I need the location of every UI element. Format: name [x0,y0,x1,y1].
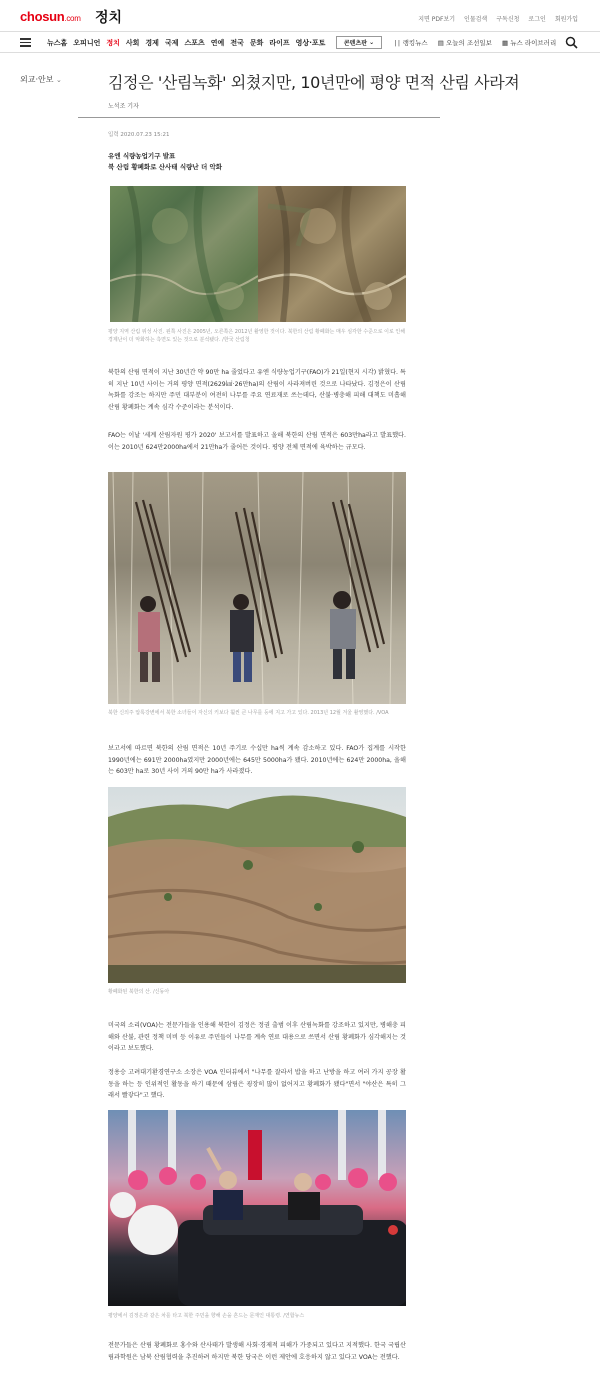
side-category[interactable] [20,74,62,85]
nav-item-video-photo[interactable]: 영상·포토 [295,39,326,47]
site-logo[interactable] [20,9,81,24]
nav-items [47,38,325,48]
article-headline: 김정은 '산림녹화' 외쳤지만, 10년만에 평양 면적 산림 사라져 [108,73,520,92]
search-icon[interactable] [565,36,578,49]
login-link[interactable]: 로그인 [528,16,546,23]
chevron-down-icon: ⌄ [369,39,375,46]
nav-item-news-home[interactable]: 뉴스홈 [47,39,68,47]
photo-caption: 북한 신의주 압록강변에서 북한 소녀들이 자신의 키보다 훨씬 큰 나무를 등에 지고 가고 있다. 2013년 12월 겨울 촬영했다. /VOA [108,710,389,716]
nav-item-entertainment[interactable]: 연예 [210,39,225,47]
top-header [0,0,600,32]
ranking-news-link[interactable] [394,38,428,47]
satellite-photo [110,186,406,322]
subscribe-link[interactable]: 구독신청 [496,16,520,23]
newspaper-icon: ▤ [437,39,444,47]
contents-dropdown-button[interactable] [336,36,382,49]
people-search-link[interactable]: 인물검색 [464,16,488,23]
nav-item-life[interactable]: 라이프 [269,39,290,47]
photo-caption: 평양에서 김정은과 같은 차를 타고 북한 주민을 향해 손을 흔드는 문재인 대통령. /연합뉴스 [108,1313,305,1319]
nav-item-politics[interactable]: 정치 [106,39,120,47]
subhead-line: 북 산림 황폐화로 산사태 식량난 더 악화 [108,163,223,171]
photo-caption: 황폐화된 북한의 산. /신동아 [108,989,170,995]
subhead-line: 유엔 식량농업기구 발표 [108,152,176,160]
logo-text: chosun [20,9,65,24]
nav-item-international[interactable]: 국제 [164,39,179,47]
article-paragraph: 북한의 산림 면적이 지난 30년간 약 90만 ha 줄었다고 유엔 식량농업기구(FAO)가 21일(현지 시각) 밝혔다. 특히 지난 10년 사이는 거의 평양 면적(2629㎢·26만ha)의 산림이 사라져버린 것으로 나타났다. 김정은이 산림녹화를 강조는 하지만 주민 대부분이 여전히 나무를 주요 연료재로 쓰는데다, 산불·병충해 피해 대책도 미흡해 산림 황폐화는 계속 심각 수준이라는 분석이다. [108,369,406,411]
news-library-link[interactable] [502,38,556,47]
article-paragraph: 보고서에 따르면 북한의 산림 면적은 10년 주기로 수십만 ha씩 계속 감소하고 있다. FAO가 집계를 시작한 1990년에는 691만 2000ha였지만 2000년에는 645만 5000ha가 됐다. 2010년에는 624만 2000ha, 올해는 603만 ha로 30년 사이 거의 90만 ha가 사라졌다. [108,745,406,775]
satellite-photo-2012 [258,186,406,322]
nav-item-culture[interactable]: 문화 [249,39,264,47]
chevron-down-icon: ⌄ [56,76,62,84]
utility-links [418,14,578,23]
photo-caption: 평양 지역 산림 위성 사진. 왼쪽 사진은 2005년, 오른쪽은 2012년 촬영한 것이다. 북한의 산림 황폐화는 매우 심각한 수준으로 이로 인해 경제난이 더 악화하는 측면도 있는 것으로 분석됐다. /한국 산림청 [108,329,406,343]
nav-item-society[interactable]: 사회 [125,39,140,47]
menu-icon[interactable] [20,38,31,47]
firewood-photo [108,472,406,704]
nav-item-opinion[interactable]: 오피니언 [73,39,101,47]
signup-link[interactable]: 회원가입 [554,16,578,23]
nav-item-economy[interactable]: 경제 [145,39,159,47]
nav-item-national[interactable]: 전국 [230,39,244,47]
pdf-link[interactable]: 지면 PDF보기 [418,16,456,23]
logo-suffix: .com [64,14,81,23]
todays-paper-link[interactable] [438,38,492,47]
ranking-news-label: 랭킹뉴스 [402,39,428,47]
byline[interactable]: 노석조 기자 [108,103,139,110]
library-icon: ▦ [501,39,509,47]
side-category-label: 외교·안보 [20,75,54,84]
deforested-hills-photo [108,787,406,983]
section-title[interactable]: 정치 [95,10,123,26]
article-paragraph: FAO는 이날 '세계 산림자원 평가 2020' 보고서를 발표하고 올해 북한의 산림 면적은 603만ha라고 발표했다. 이는 2010년 624만2000ha에서 21만ha가 줄어든 것이다. 평양 전체 면적에 육박하는 규모다. [108,432,406,451]
parade-photo [108,1110,406,1306]
nav-item-sports[interactable]: 스포츠 [184,39,205,47]
header-divider [78,117,440,118]
dateline: 입력 2020.07.23 15:21 [108,132,170,138]
article-subheads [108,151,222,173]
nav-extra-links [394,38,556,47]
main-nav [0,31,600,53]
article-paragraph: 정용승 고려대기환경연구소 소장은 VOA 인터뷰에서 "나무를 잘라서 밥을 하고 난방을 하고 여러 가지 공장 활동을 하는 등 인위적인 활동을 하기 때문에 삼림은 굉장히 많이 없어지고 황폐화가 됐다"면서 "야산은 특히 그래서 빨갛다"고 했다. [108,1069,406,1099]
chart-icon: ∣∣ [394,39,401,47]
news-library-label: 뉴스 라이브러리 [510,39,557,47]
satellite-photo-2005 [110,186,258,322]
article-paragraph: 미국의 소리(VOA)는 전문가들을 인용해 북한이 김정은 정권 출범 이후 산림녹화를 강조하고 있지만, 병해충 피해와 산불, 관련 정책 미비 등 이유로 주민들이 나무를 계속 연료 대용으로 쓰면서 산림 황폐화가 심각해지는 것이라고 보도했다. [108,1022,406,1052]
article-paragraph: 전문가들은 산림 황폐화로 홍수와 산사태가 발생해 사회·경제적 피해가 가중되고 있다고 지적했다. 한국 국립산림과학원은 남북 산림협력을 추진하려 하지만 북한 당국은 이런 제안에 호응하지 않고 있다고 VOA는 전했다. [108,1342,406,1361]
todays-paper-label: 오늘의 조선일보 [445,39,492,47]
contents-button-label: 콘텐츠판 [343,40,368,47]
